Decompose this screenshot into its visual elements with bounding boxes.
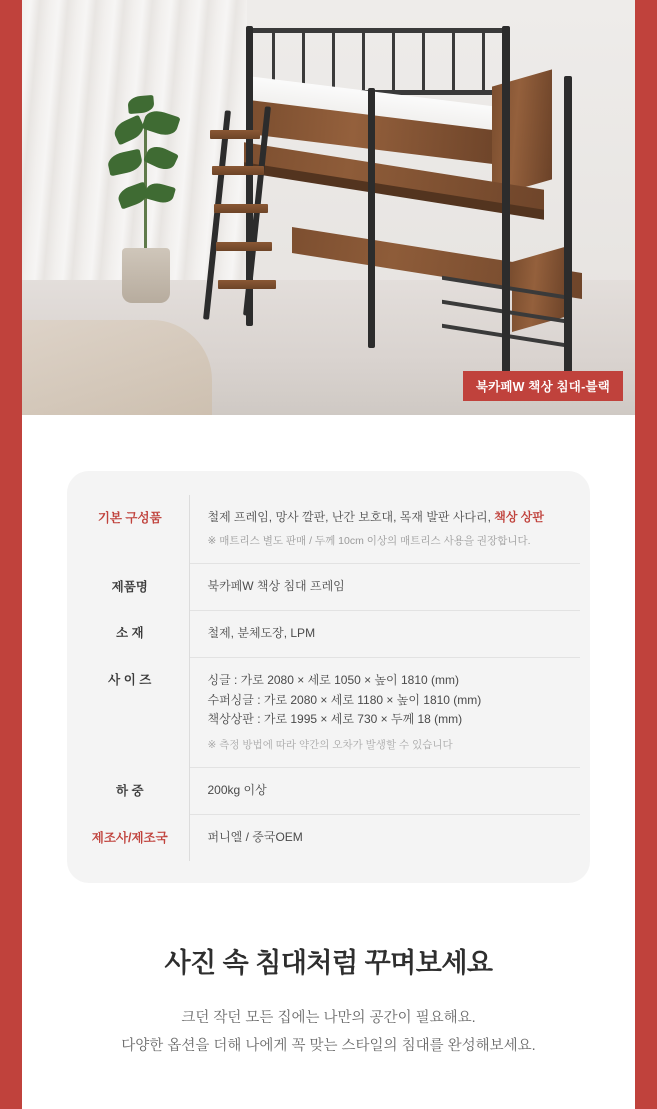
hero-product-photo <box>22 0 635 415</box>
spec-table-card <box>67 471 590 883</box>
bed-post <box>368 88 375 348</box>
size-line-desk-top: 책상상판 : 가로 1995 × 세로 730 × 두께 18 (mm) <box>207 712 463 727</box>
spec-label-product-name: 제품명 <box>77 564 189 611</box>
spec-label-size: 사 이 즈 <box>77 657 189 768</box>
spec-table <box>77 495 580 861</box>
table-row <box>77 815 580 861</box>
spec-value-product-name: 북카페W 책상 침대 프레임 <box>189 564 580 611</box>
plant-pot <box>122 248 170 303</box>
table-row <box>77 564 580 611</box>
left-red-border <box>0 0 22 1109</box>
ladder-step <box>218 280 276 289</box>
spec-label-manufacturer: 제조사/제조국 <box>77 815 189 861</box>
spec-value-material: 철제, 분체도장, LPM <box>189 610 580 657</box>
bed-slat <box>452 30 455 92</box>
product-name-badge: 북카페W 책상 침대-블랙 <box>463 371 623 401</box>
spec-value-highlight: 책상 상판 <box>494 510 544 524</box>
bed-slat <box>332 30 335 92</box>
table-row <box>77 768 580 815</box>
size-line-super-single: 수퍼싱글 : 가로 2080 × 세로 1180 × 높이 1810 (mm) <box>207 692 482 707</box>
spec-value-size <box>189 657 580 768</box>
ladder-step <box>210 130 260 139</box>
promo-subtext-line-1: 크던 작던 모든 집에는 나만의 공간이 필요해요. <box>181 1010 476 1026</box>
spec-note: ※ 매트리스 별도 판매 / 두께 10cm 이상의 매트리스 사용을 권장합니다. <box>207 534 531 547</box>
table-row <box>77 495 580 564</box>
spec-label-components: 기본 구성품 <box>77 495 189 564</box>
spec-value-components <box>189 495 580 564</box>
promo-subtext-line-2: 다양한 옵션을 더해 나에게 꼭 맞는 스타일의 침대를 완성해보세요. <box>121 1038 536 1055</box>
bed-slat <box>392 30 395 92</box>
ladder-step <box>216 242 272 251</box>
size-line-single: 싱글 : 가로 2080 × 세로 1050 × 높이 1810 (mm) <box>207 672 459 687</box>
page-content <box>22 0 635 1109</box>
promo-subtext <box>22 1004 635 1061</box>
side-wood-panel <box>492 69 552 196</box>
bed-slat <box>362 30 365 92</box>
right-red-border <box>635 0 657 1109</box>
spec-label-material: 소 재 <box>77 610 189 657</box>
spec-value-manufacturer: 퍼니엘 / 중국OEM <box>207 830 303 845</box>
bottom-spacer <box>22 1061 635 1109</box>
spec-value-load: 200kg 이상 <box>189 768 580 815</box>
spec-label-load: 하 중 <box>77 768 189 815</box>
bed-top-rail <box>247 28 507 33</box>
spec-note: ※ 측정 방법에 따라 약간의 오차가 발생할 수 있습니다 <box>207 739 453 752</box>
bed-post <box>502 26 510 386</box>
bunk-bed-illustration <box>192 18 612 408</box>
bed-slat <box>482 30 485 92</box>
bed-slat <box>422 30 425 92</box>
ladder-step <box>214 204 268 213</box>
table-row <box>77 657 580 768</box>
promo-headline: 사진 속 침대처럼 꾸며보세요 <box>164 948 493 978</box>
ladder-step <box>212 166 264 175</box>
spec-value-text: 철제 프레임, 망사 깔판, 난간 보호대, 목재 발판 사다리, <box>207 510 495 524</box>
table-row <box>77 610 580 657</box>
bed-post <box>564 76 572 376</box>
rug <box>22 320 212 415</box>
